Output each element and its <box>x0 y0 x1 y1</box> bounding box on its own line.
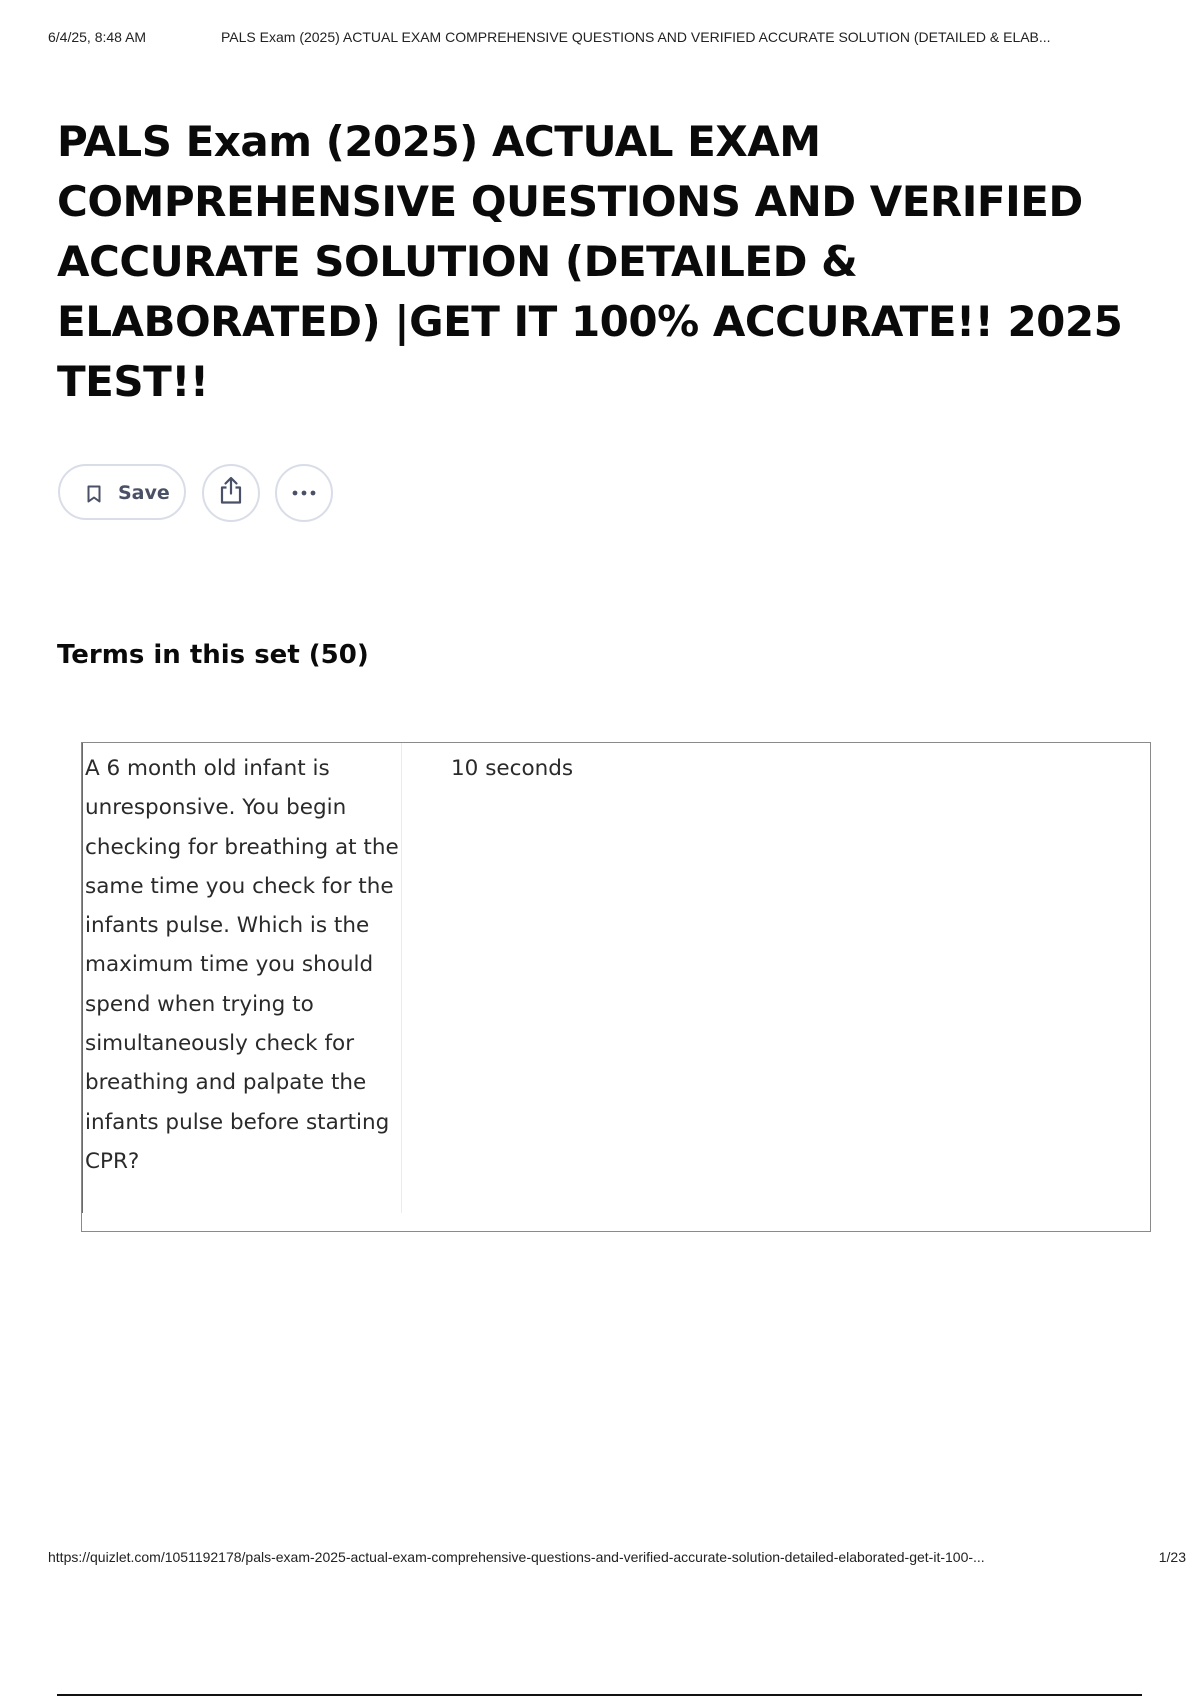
term-card <box>81 742 1151 1232</box>
share-button[interactable] <box>202 464 260 522</box>
more-options-button[interactable] <box>275 464 333 522</box>
more-horizontal-icon <box>290 484 318 502</box>
save-button[interactable] <box>58 464 186 520</box>
definition-text: 10 seconds <box>451 756 574 781</box>
share-icon <box>218 476 244 511</box>
page-number: 1/23 <box>1158 1549 1186 1565</box>
print-footer <box>48 1549 1186 1569</box>
save-label: Save <box>118 482 170 504</box>
terms-heading: Terms in this set (50) <box>57 640 369 670</box>
divider <box>57 1694 1142 1696</box>
print-date: 6/4/25, 8:48 AM <box>48 29 147 45</box>
term-text: A 6 month old infant is unresponsive. You begin checking for breathing at the same time you check for the infants pulse. Which is the maximum time you should spend when trying to simultaneously check for breathing and palpate the infants pulse before starting CPR? <box>82 743 402 1213</box>
print-url: https://quizlet.com/1051192178/pals-exam-2025-actual-exam-comprehensive-questions-and-verified-accurate-solution-detailed-elaborated-get-it-100-... <box>48 1549 985 1565</box>
print-doc-title: PALS Exam (2025) ACTUAL EXAM COMPREHENSIVE QUESTIONS AND VERIFIED ACCURATE SOLUTION (DETAILED & ELAB... <box>221 29 1051 45</box>
bookmark-icon <box>86 484 102 504</box>
page-title: PALS Exam (2025) ACTUAL EXAM COMPREHENSIVE QUESTIONS AND VERIFIED ACCURATE SOLUTION (DETAILED & ELABORATED) |GET IT 100% ACCURATE!! 2025 TEST!! <box>57 117 1123 406</box>
print-header <box>48 29 1180 49</box>
